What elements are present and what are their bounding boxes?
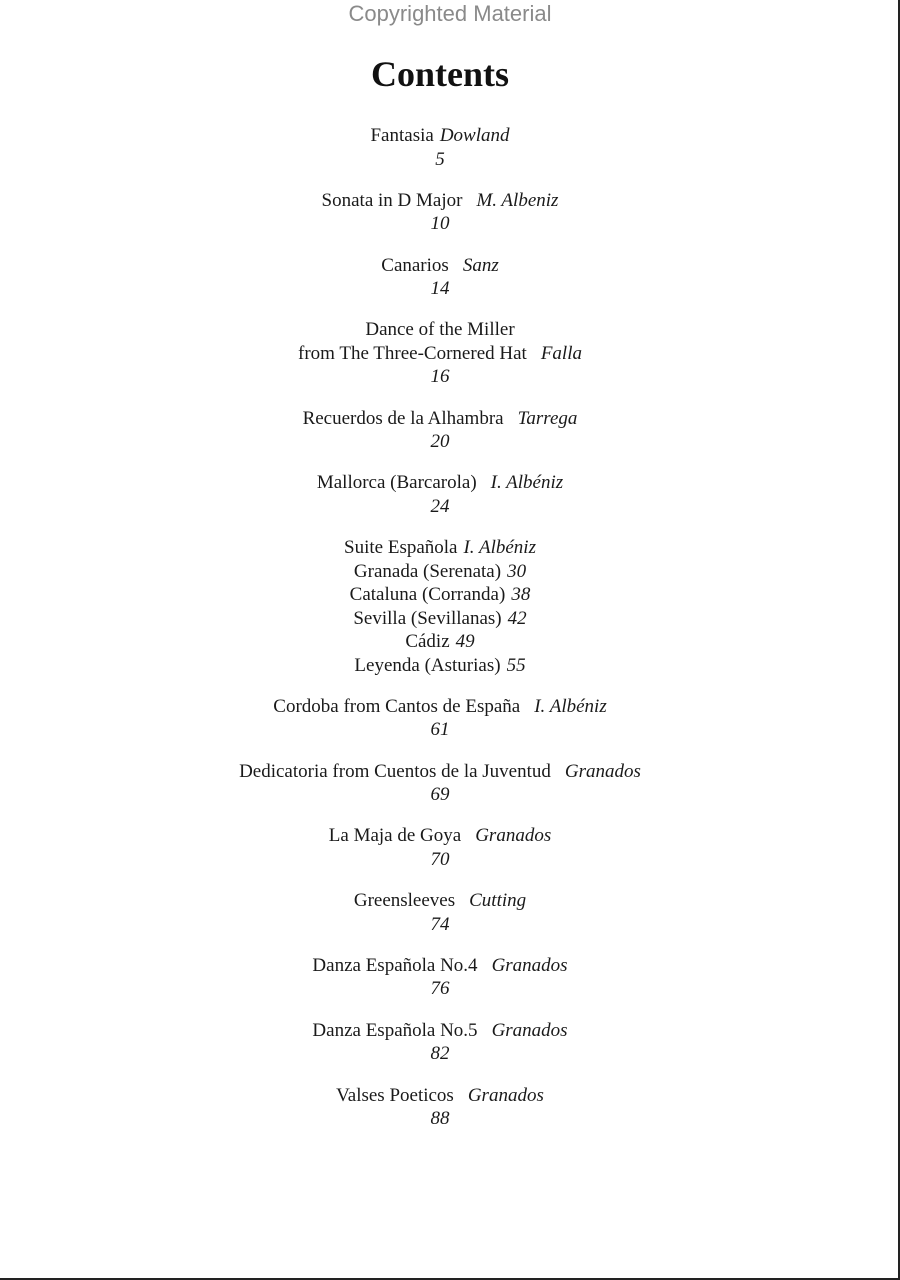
- entry-composer: Dowland: [439, 125, 510, 146]
- movement-page-number: 38: [511, 584, 531, 606]
- toc-entry-la-maja-de-goya: [0, 824, 880, 889]
- toc-entry-dedicatoria: [0, 760, 880, 825]
- entry-page-number: 70: [430, 848, 450, 870]
- movement-title: Sevilla (Sevillanas): [353, 607, 502, 629]
- entry-title: Dedicatoria from Cuentos de la Juventud: [239, 760, 551, 782]
- entry-title: from The Three-Cornered Hat: [298, 342, 527, 364]
- entry-page-number: 61: [430, 719, 450, 741]
- entry-page-number: 5: [435, 148, 445, 170]
- entry-composer: I. Albéniz: [490, 472, 564, 494]
- entry-title: La Maja de Goya: [328, 825, 462, 847]
- entry-page-number: 14: [430, 278, 450, 300]
- entry-composer: Granados: [491, 1019, 568, 1041]
- entry-composer: I. Albéniz: [534, 695, 607, 717]
- entry-composer: I. Albéniz: [463, 537, 536, 559]
- entry-page-number: 10: [430, 213, 450, 235]
- toc-entry-greensleeves: [0, 889, 880, 954]
- entry-title: Greensleeves: [353, 890, 456, 912]
- entry-title: Danza Española No.4: [312, 954, 478, 976]
- toc-entry-dance-of-the-miller: [0, 318, 880, 406]
- suite-movement: [0, 607, 880, 631]
- entry-composer: Tarrega: [517, 407, 578, 429]
- entry-page-number: 20: [430, 431, 450, 453]
- table-of-contents: [0, 124, 880, 1148]
- entry-page-number: 82: [430, 1043, 450, 1065]
- entry-page-number: 74: [430, 913, 450, 935]
- entry-composer: M. Albeniz: [476, 189, 559, 211]
- toc-entry-suite-espanola: [0, 536, 880, 695]
- movement-page-number: 30: [507, 560, 527, 582]
- entry-composer: Granados: [491, 954, 568, 976]
- suite-movement: [0, 654, 880, 678]
- page-title: Contents: [370, 54, 509, 94]
- movement-title: Leyenda (Asturias): [354, 654, 501, 676]
- suite-movement: [0, 630, 880, 654]
- entry-composer: Falla: [540, 342, 582, 364]
- entry-title-line1: Dance of the Miller: [365, 319, 515, 341]
- entry-composer: Sanz: [462, 254, 499, 276]
- movement-title: Cataluna (Corranda): [349, 584, 506, 606]
- movement-page-number: 42: [507, 607, 527, 629]
- entry-title: Canarios: [381, 254, 449, 276]
- suite-movement: [0, 560, 880, 584]
- copyright-watermark: Copyrighted Material: [348, 1, 552, 26]
- toc-entry-cordoba: [0, 695, 880, 760]
- entry-page-number: 24: [430, 495, 450, 517]
- toc-entry-danza-espanola-4: [0, 954, 880, 1019]
- entry-composer: Granados: [475, 825, 552, 847]
- toc-entry-fantasia: [0, 124, 880, 189]
- movement-title: Granada (Serenata): [353, 560, 502, 582]
- entry-title: Suite Española: [344, 537, 458, 559]
- toc-entry-sonata-d-major: [0, 189, 880, 254]
- entry-title: Sonata in D Major: [321, 189, 463, 211]
- entry-page-number: 88: [430, 1108, 450, 1130]
- entry-title: Cordoba from Cantos de España: [273, 695, 521, 717]
- movement-page-number: 49: [455, 631, 475, 653]
- toc-entry-mallorca: [0, 471, 880, 536]
- suite-movement: [0, 583, 880, 607]
- toc-entry-danza-espanola-5: [0, 1019, 880, 1084]
- entry-page-number: 69: [430, 784, 450, 806]
- entry-title: Mallorca (Barcarola): [316, 472, 477, 494]
- entry-composer: Cutting: [469, 890, 527, 912]
- movement-page-number: 55: [506, 654, 526, 676]
- entry-composer: Granados: [467, 1084, 544, 1106]
- toc-entry-recuerdos: [0, 407, 880, 472]
- entry-composer: Granados: [564, 760, 641, 782]
- entry-page-number: 76: [430, 978, 450, 1000]
- entry-title: Fantasia: [370, 125, 434, 146]
- entry-title: Valses Poeticos: [336, 1084, 454, 1106]
- entry-title: Recuerdos de la Alhambra: [302, 407, 504, 429]
- movement-title: Cádiz: [405, 631, 450, 653]
- toc-entry-canarios: [0, 254, 880, 319]
- toc-entry-valses-poeticos: [0, 1084, 880, 1149]
- entry-page-number: 16: [430, 366, 450, 388]
- entry-title: Danza Española No.5: [312, 1019, 478, 1041]
